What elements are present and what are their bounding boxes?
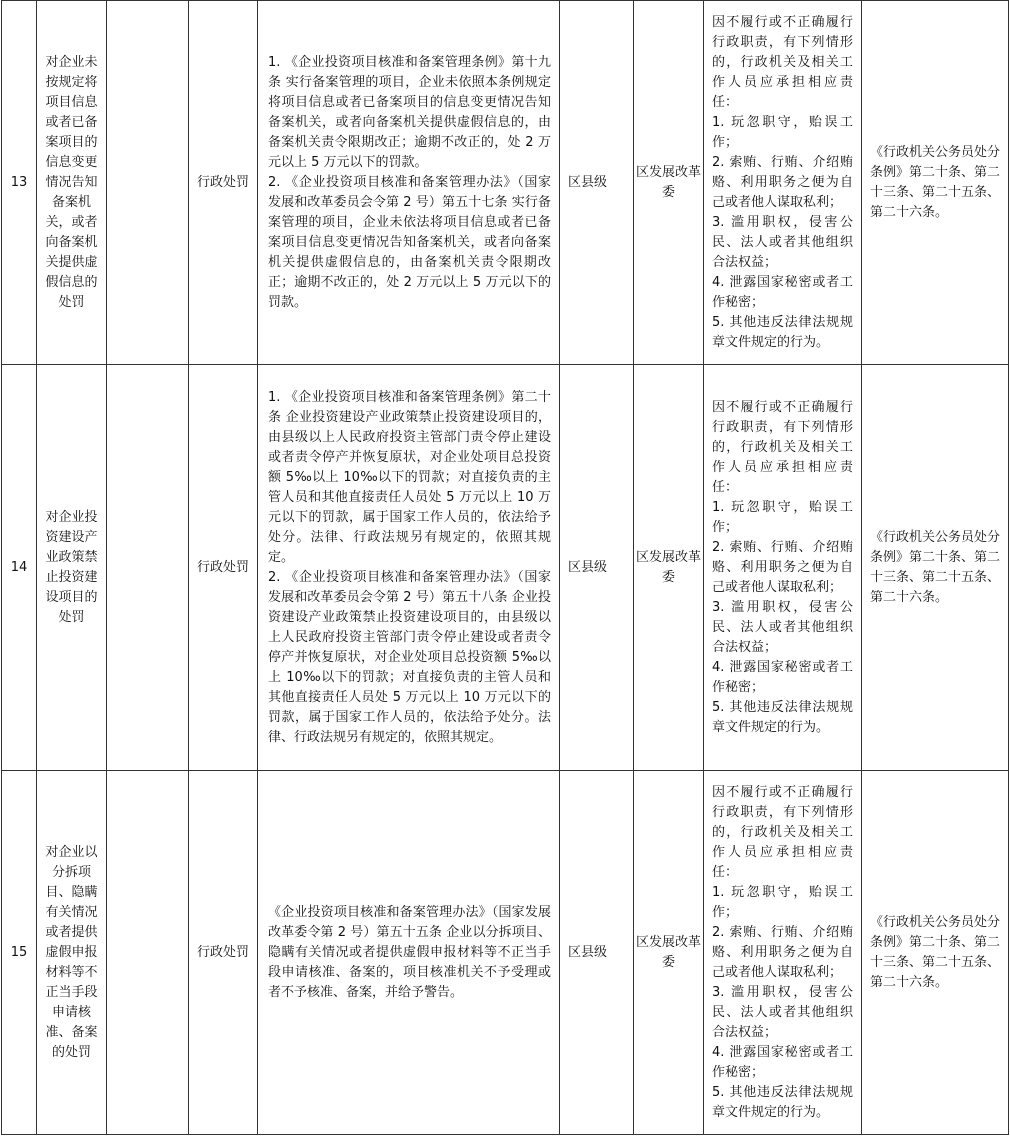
liability-item: 1. 玩忽职守，贻误工作； — [712, 884, 853, 920]
liability-intro: 因不履行或不正确履行行政职责，有下列情形的，行政机关及相关工作人员应承担相应责任： — [712, 784, 853, 880]
row-number: 14 — [2, 365, 37, 771]
basis-paragraph: 1. 《企业投资项目核准和备案管理条例》第十九条 实行备案管理的项目，企业未依照本条例规定将项目信息或者已备案项目的信息变更情况告知备案机关，或者向备案机关提供虚假信息的，由备案机关责令限期改正；逾期不改正的，处 2 万元以上 5 万元以下的罚款。 — [268, 54, 551, 170]
item-type: 行政处罚 — [189, 1, 258, 365]
legal-basis — [258, 365, 560, 771]
empty-cell — [107, 771, 189, 1135]
legal-basis — [258, 771, 560, 1135]
basis-paragraph: 《企业投资项目核准和备案管理办法》（国家发展改革委令第 2 号）第五十五条 企业以分拆项目、隐瞒有关情况或者提供虚假申报材料等不正当手段申请核准、备案的，项目核准机关不予受理或者不予核准、备案，并给予警告。 — [268, 904, 551, 1000]
exercise-level: 区县级 — [560, 771, 634, 1135]
punishment-law: 《行政机关公务员处分条例》第二十条、第二十三条、第二十五条、第二十六条。 — [862, 1, 1009, 365]
liability-item: 2. 索贿、行贿、介绍贿赂、利用职务之便为自己或者他人谋取私利； — [712, 924, 853, 980]
item-name: 对企业以分拆项目、隐瞒有关情况或者提供虚假申报材料等不正当手段申请核准、备案的处罚 — [37, 771, 107, 1135]
responsible-dept: 区发展改革委 — [634, 365, 704, 771]
responsible-dept: 区发展改革委 — [634, 1, 704, 365]
liability-item: 1. 玩忽职守，贻误工作； — [712, 499, 853, 535]
liability-item: 3. 滥用职权，侵害公民、法人或者其他组织合法权益； — [712, 599, 853, 655]
liability-item: 5. 其他违反法律法规规章文件规定的行为。 — [712, 314, 853, 350]
responsible-dept: 区发展改革委 — [634, 771, 704, 1135]
liability-item: 5. 其他违反法律法规规章文件规定的行为。 — [712, 1084, 853, 1120]
responsibility-table — [1, 0, 1009, 1135]
liability-item: 2. 索贿、行贿、介绍贿赂、利用职务之便为自己或者他人谋取私利； — [712, 154, 853, 210]
basis-paragraph: 2. 《企业投资项目核准和备案管理办法》（国家发展和改革委员会令第 2 号）第五十八条 企业投资建设产业政策禁止投资建设项目的，由县级以上人民政府投资主管部门责令停止建设或者责令停产并恢复原状，对企业处项目总投资额 5‰以上 10‰以下的罚款；对直接负责的主管人员和其他直接责任人员处 5 万元以上 10 万元以下的罚款，属于国家工作人员的，依法给予处分。法律、行政法规另有规定的，依照其规定。 — [268, 569, 551, 745]
row-number: 13 — [2, 1, 37, 365]
item-name: 对企业投资建设产业政策禁止投资建设项目的处罚 — [37, 365, 107, 771]
table-row — [2, 1, 1009, 365]
row-number: 15 — [2, 771, 37, 1135]
liability-item: 2. 索贿、行贿、介绍贿赂、利用职务之便为自己或者他人谋取私利； — [712, 539, 853, 595]
liability-cell — [704, 1, 862, 365]
exercise-level: 区县级 — [560, 365, 634, 771]
liability-item: 4. 泄露国家秘密或者工作秘密； — [712, 274, 853, 310]
punishment-law: 《行政机关公务员处分条例》第二十条、第二十三条、第二十五条、第二十六条。 — [862, 771, 1009, 1135]
liability-intro: 因不履行或不正确履行行政职责，有下列情形的，行政机关及相关工作人员应承担相应责任： — [712, 399, 853, 495]
liability-item: 1. 玩忽职守，贻误工作； — [712, 114, 853, 150]
punishment-law: 《行政机关公务员处分条例》第二十条、第二十三条、第二十五条、第二十六条。 — [862, 365, 1009, 771]
legal-basis — [258, 1, 560, 365]
item-type: 行政处罚 — [189, 365, 258, 771]
liability-item: 3. 滥用职权，侵害公民、法人或者其他组织合法权益； — [712, 984, 853, 1040]
basis-paragraph: 2. 《企业投资项目核准和备案管理办法》（国家发展和改革委员会令第 2 号）第五十七条 实行备案管理的项目，企业未依法将项目信息或者已备案项目信息变更情况告知备案机关，或者向备案机关提供虚假信息的，由备案机关责令限期改正；逾期不改正的，处 2 万元以上 5 万元以下的罚款。 — [268, 174, 551, 310]
item-name: 对企业未按规定将项目信息或者已备案项目的信息变更情况告知备案机关，或者向备案机关提供虚假信息的处罚 — [37, 1, 107, 365]
empty-cell — [107, 365, 189, 771]
liability-cell — [704, 771, 862, 1135]
exercise-level: 区县级 — [560, 1, 634, 365]
item-type: 行政处罚 — [189, 771, 258, 1135]
liability-item: 3. 滥用职权，侵害公民、法人或者其他组织合法权益； — [712, 214, 853, 270]
liability-item: 5. 其他违反法律法规规章文件规定的行为。 — [712, 699, 853, 735]
table-row — [2, 365, 1009, 771]
empty-cell — [107, 1, 189, 365]
liability-item: 4. 泄露国家秘密或者工作秘密； — [712, 1044, 853, 1080]
liability-cell — [704, 365, 862, 771]
liability-intro: 因不履行或不正确履行行政职责，有下列情形的，行政机关及相关工作人员应承担相应责任： — [712, 14, 853, 110]
basis-paragraph: 1. 《企业投资项目核准和备案管理条例》第二十条 企业投资建设产业政策禁止投资建设项目的，由县级以上人民政府投资主管部门责令停止建设或者责令停产并恢复原状，对企业处项目总投资额 5‰以上 10‰以下的罚款；对直接负责的主管人员和其他直接责任人员处 5 万元以上 10 万元以下的罚款，属于国家工作人员的，依法给予处分。法律、行政法规另有规定的，依照其规定。 — [268, 389, 551, 565]
liability-item: 4. 泄露国家秘密或者工作秘密； — [712, 659, 853, 695]
table-row — [2, 771, 1009, 1135]
